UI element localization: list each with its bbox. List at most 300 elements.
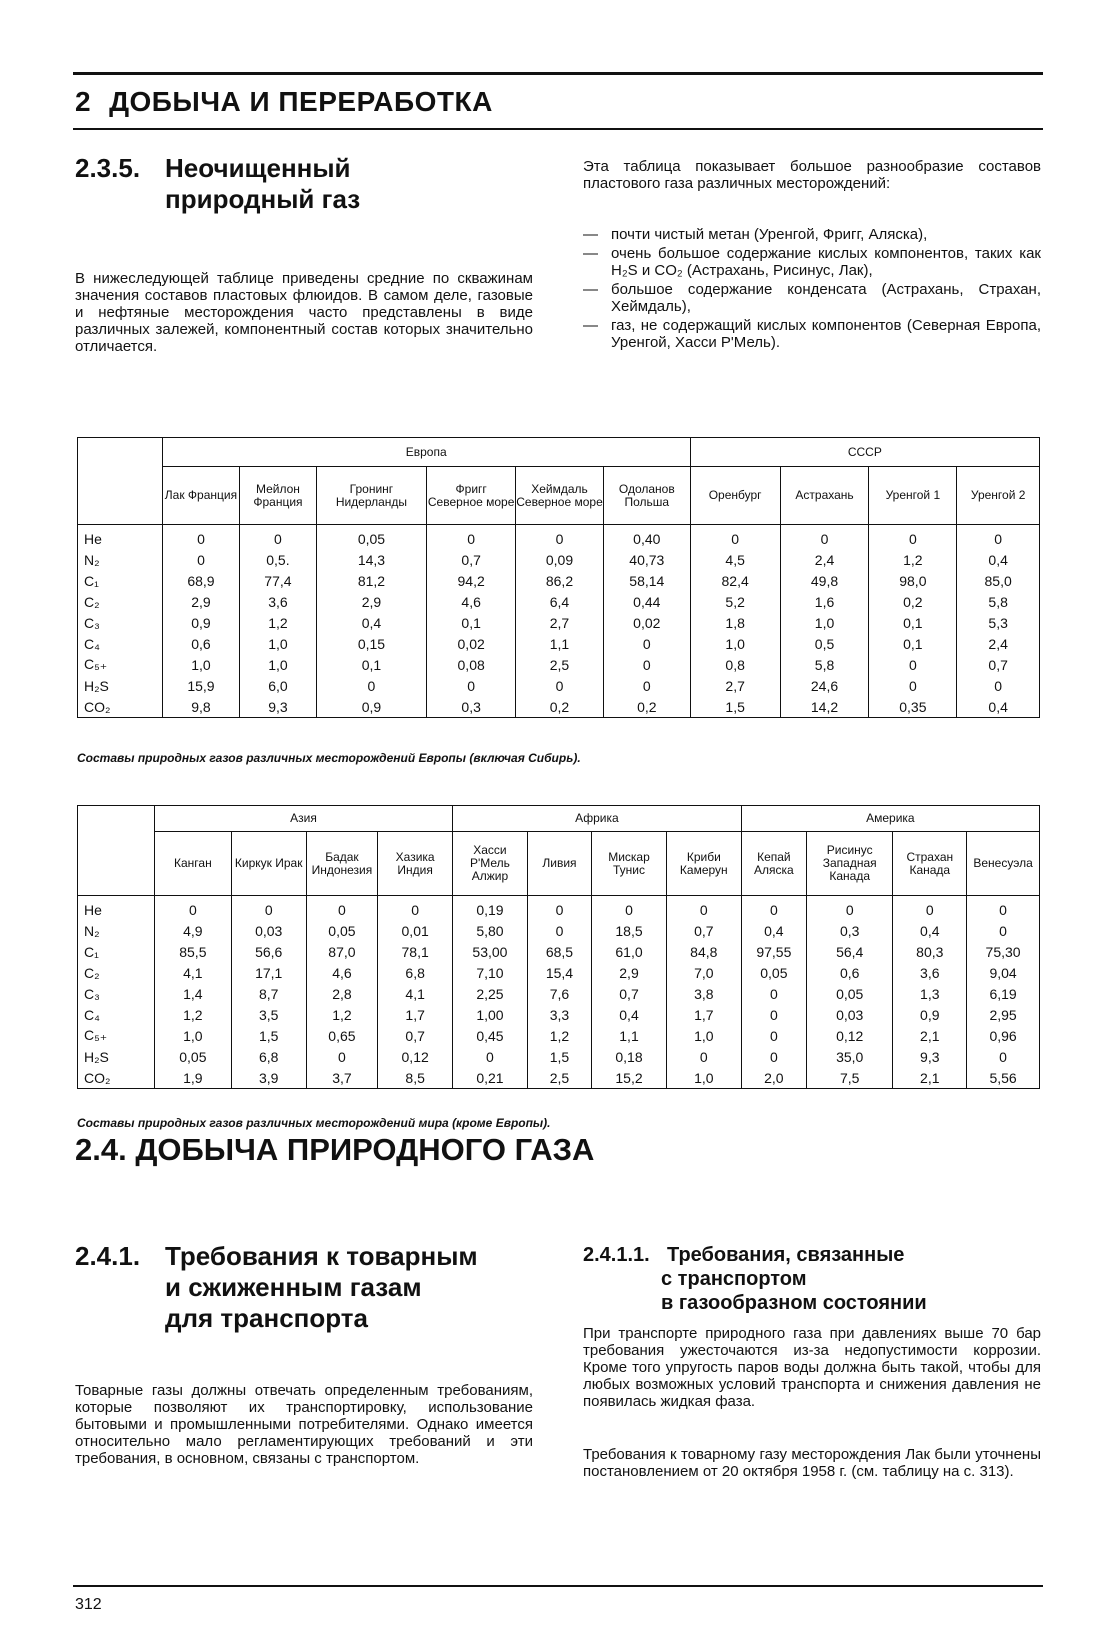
value-cell: 0,1 bbox=[316, 654, 427, 675]
column-header: Хасси Р'Мель Алжир bbox=[453, 832, 528, 896]
value-cell: 0,7 bbox=[592, 983, 667, 1004]
column-header: Уренгой 1 bbox=[869, 467, 957, 525]
value-cell: 0,65 bbox=[306, 1025, 378, 1046]
value-cell: 87,0 bbox=[306, 941, 378, 962]
value-cell: 2,8 bbox=[306, 983, 378, 1004]
section-2411-title-line3: в газообразном состоянии bbox=[661, 1292, 927, 1314]
value-cell: 0,7 bbox=[427, 549, 516, 570]
value-cell: 0,4 bbox=[741, 920, 806, 941]
value-cell: 0 bbox=[306, 896, 378, 921]
value-cell: 75,30 bbox=[967, 941, 1040, 962]
value-cell: 3,6 bbox=[893, 962, 967, 983]
component-cell: N₂ bbox=[78, 549, 163, 570]
value-cell: 0 bbox=[453, 1046, 528, 1067]
value-cell: 0 bbox=[603, 633, 690, 654]
value-cell: 0 bbox=[162, 549, 239, 570]
value-cell: 1,0 bbox=[240, 633, 316, 654]
group-header: СССР bbox=[690, 438, 1039, 467]
section-235-title-line1: Неочищенный bbox=[165, 153, 351, 183]
value-cell: 14,3 bbox=[316, 549, 427, 570]
value-cell: 49,8 bbox=[780, 570, 869, 591]
right-intro-text bbox=[583, 158, 1041, 192]
chapter-number: 2 bbox=[75, 86, 92, 117]
value-cell: 85,0 bbox=[957, 570, 1040, 591]
table-row bbox=[78, 941, 1040, 962]
section-2411-paragraph1-text: При транспорте природного газа при давлениях выше 70 бар требования ужесточаются из-за недопустимости коррозии. Кроме того упругость паров воды должна быть такой, чтобы для любых возможных условий транспорта и снижения давления не появилась жидкая фаза. bbox=[583, 1325, 1041, 1410]
value-cell: 7,5 bbox=[807, 1067, 893, 1089]
value-cell: 15,2 bbox=[592, 1067, 667, 1089]
value-cell: 0 bbox=[893, 896, 967, 921]
value-cell: 2,5 bbox=[527, 1067, 591, 1089]
value-cell: 4,6 bbox=[427, 591, 516, 612]
value-cell: 0,40 bbox=[603, 525, 690, 550]
value-cell: 1,2 bbox=[306, 1004, 378, 1025]
value-cell: 56,6 bbox=[231, 941, 306, 962]
value-cell: 4,1 bbox=[378, 983, 453, 1004]
value-cell: 24,6 bbox=[780, 675, 869, 696]
value-cell: 35,0 bbox=[807, 1046, 893, 1067]
value-cell: 84,8 bbox=[666, 941, 741, 962]
value-cell: 0,05 bbox=[154, 1046, 231, 1067]
value-cell: 0,4 bbox=[592, 1004, 667, 1025]
section-235-paragraph-text: В нижеследующей таблице приведены средние по скважинам значения составов пластовых флюидов. В самом деле, газовые и нефтяные месторождения часто представлены в виде различных залежей, компонентный состав которых значительно отличается. bbox=[75, 270, 533, 355]
section-24-heading: 2.4. ДОБЫЧА ПРИРОДНОГО ГАЗА bbox=[75, 1132, 595, 1167]
column-header: Рисинус Западная Канада bbox=[807, 832, 893, 896]
section-241-title-line3: для транспорта bbox=[165, 1303, 368, 1333]
value-cell: 3,5 bbox=[231, 1004, 306, 1025]
value-cell: 68,5 bbox=[527, 941, 591, 962]
page-number: 312 bbox=[75, 1596, 102, 1613]
value-cell: 0,1 bbox=[869, 612, 957, 633]
value-cell: 0 bbox=[869, 675, 957, 696]
value-cell: 5,56 bbox=[967, 1067, 1040, 1089]
column-header: Криби Камерун bbox=[666, 832, 741, 896]
value-cell: 0 bbox=[957, 525, 1040, 550]
value-cell: 5,8 bbox=[957, 591, 1040, 612]
component-cell: C₄ bbox=[78, 633, 163, 654]
value-cell: 86,2 bbox=[516, 570, 604, 591]
value-cell: 0 bbox=[967, 896, 1040, 921]
value-cell: 82,4 bbox=[690, 570, 780, 591]
value-cell: 5,3 bbox=[957, 612, 1040, 633]
group-header: Америка bbox=[741, 806, 1039, 832]
value-cell: 9,3 bbox=[240, 696, 316, 718]
component-cell: C₃ bbox=[78, 983, 155, 1004]
value-cell: 0,4 bbox=[957, 549, 1040, 570]
value-cell: 0 bbox=[741, 1004, 806, 1025]
value-cell: 1,0 bbox=[690, 633, 780, 654]
value-cell: 7,0 bbox=[666, 962, 741, 983]
value-cell: 6,19 bbox=[967, 983, 1040, 1004]
value-cell: 0 bbox=[378, 896, 453, 921]
value-cell: 0,19 bbox=[453, 896, 528, 921]
value-cell: 1,5 bbox=[527, 1046, 591, 1067]
value-cell: 1,2 bbox=[869, 549, 957, 570]
value-cell: 85,5 bbox=[154, 941, 231, 962]
value-cell: 0 bbox=[780, 525, 869, 550]
list-item: — большое содержание конденсата (Астрахань, Страхан, Хеймдаль), bbox=[583, 281, 1041, 315]
value-cell: 18,5 bbox=[592, 920, 667, 941]
table-corner bbox=[78, 806, 155, 896]
column-header: Фригг Северное море bbox=[427, 467, 516, 525]
component-cell: H₂S bbox=[78, 675, 163, 696]
table-row bbox=[78, 525, 1040, 550]
value-cell: 56,4 bbox=[807, 941, 893, 962]
component-cell: CO₂ bbox=[78, 696, 163, 718]
table-corner bbox=[78, 438, 163, 525]
table-row bbox=[78, 962, 1040, 983]
value-cell: 0 bbox=[666, 1046, 741, 1067]
table-row bbox=[78, 983, 1040, 1004]
value-cell: 1,7 bbox=[378, 1004, 453, 1025]
value-cell: 0,12 bbox=[378, 1046, 453, 1067]
value-cell: 0,03 bbox=[807, 1004, 893, 1025]
value-cell: 2,95 bbox=[967, 1004, 1040, 1025]
value-cell: 1,4 bbox=[154, 983, 231, 1004]
value-cell: 94,2 bbox=[427, 570, 516, 591]
value-cell: 14,2 bbox=[780, 696, 869, 718]
value-cell: 0,2 bbox=[603, 696, 690, 718]
value-cell: 8,5 bbox=[378, 1067, 453, 1089]
component-cell: C₁ bbox=[78, 570, 163, 591]
component-cell: H₂S bbox=[78, 1046, 155, 1067]
value-cell: 0 bbox=[869, 525, 957, 550]
section-2411-title-line1: Требования, связанные bbox=[667, 1244, 905, 1266]
value-cell: 5,8 bbox=[780, 654, 869, 675]
value-cell: 9,3 bbox=[893, 1046, 967, 1067]
value-cell: 4,9 bbox=[154, 920, 231, 941]
value-cell: 7,10 bbox=[453, 962, 528, 983]
value-cell: 5,80 bbox=[453, 920, 528, 941]
value-cell: 1,7 bbox=[666, 1004, 741, 1025]
value-cell: 0,21 bbox=[453, 1067, 528, 1089]
column-header: Лак Франция bbox=[162, 467, 239, 525]
value-cell: 1,6 bbox=[780, 591, 869, 612]
table-row bbox=[78, 1046, 1040, 1067]
component-cell: C₃ bbox=[78, 612, 163, 633]
world-gas-table bbox=[77, 805, 1040, 1089]
column-header: Гронинг Нидерланды bbox=[316, 467, 427, 525]
component-cell: CO₂ bbox=[78, 1067, 155, 1089]
section-235-number: 2.3.5. bbox=[75, 153, 141, 183]
value-cell: 0 bbox=[741, 1025, 806, 1046]
component-cell: C₅₊ bbox=[78, 1025, 155, 1046]
value-cell: 15,9 bbox=[162, 675, 239, 696]
component-cell: C₅₊ bbox=[78, 654, 163, 675]
value-cell: 78,1 bbox=[378, 941, 453, 962]
value-cell: 0,96 bbox=[967, 1025, 1040, 1046]
column-header: Оренбург bbox=[690, 467, 780, 525]
value-cell: 1,0 bbox=[162, 654, 239, 675]
table-row bbox=[78, 612, 1040, 633]
value-cell: 3,9 bbox=[231, 1067, 306, 1089]
value-cell: 17,1 bbox=[231, 962, 306, 983]
value-cell: 0 bbox=[240, 525, 316, 550]
component-cell: He bbox=[78, 525, 163, 550]
table-row bbox=[78, 633, 1040, 654]
value-cell: 2,9 bbox=[316, 591, 427, 612]
value-cell: 1,5 bbox=[231, 1025, 306, 1046]
value-cell: 0,02 bbox=[603, 612, 690, 633]
table2-caption: Составы природных газов различных месторождений мира (кроме Европы). bbox=[77, 1116, 551, 1130]
value-cell: 9,8 bbox=[162, 696, 239, 718]
value-cell: 1,2 bbox=[240, 612, 316, 633]
value-cell: 0,2 bbox=[516, 696, 604, 718]
group-header: Азия bbox=[154, 806, 452, 832]
value-cell: 0 bbox=[316, 675, 427, 696]
value-cell: 0,44 bbox=[603, 591, 690, 612]
value-cell: 0 bbox=[154, 896, 231, 921]
value-cell: 0,5 bbox=[780, 633, 869, 654]
value-cell: 0 bbox=[427, 675, 516, 696]
footer-rule bbox=[73, 1585, 1043, 1587]
value-cell: 0,9 bbox=[162, 612, 239, 633]
table-row bbox=[78, 654, 1040, 675]
value-cell: 2,9 bbox=[162, 591, 239, 612]
value-cell: 0,3 bbox=[807, 920, 893, 941]
value-cell: 0 bbox=[592, 896, 667, 921]
value-cell: 0,4 bbox=[893, 920, 967, 941]
value-cell: 2,4 bbox=[780, 549, 869, 570]
value-cell: 0,35 bbox=[869, 696, 957, 718]
value-cell: 0,8 bbox=[690, 654, 780, 675]
value-cell: 2,7 bbox=[516, 612, 604, 633]
value-cell: 53,00 bbox=[453, 941, 528, 962]
value-cell: 0 bbox=[741, 896, 806, 921]
table-row bbox=[78, 570, 1040, 591]
value-cell: 0 bbox=[516, 675, 604, 696]
value-cell: 6,0 bbox=[240, 675, 316, 696]
value-cell: 4,5 bbox=[690, 549, 780, 570]
value-cell: 2,7 bbox=[690, 675, 780, 696]
value-cell: 1,2 bbox=[527, 1025, 591, 1046]
value-cell: 8,7 bbox=[231, 983, 306, 1004]
section-2411-number: 2.4.1.1. bbox=[583, 1244, 650, 1266]
value-cell: 0,4 bbox=[316, 612, 427, 633]
section-235-heading bbox=[75, 153, 360, 215]
value-cell: 3,3 bbox=[527, 1004, 591, 1025]
value-cell: 40,73 bbox=[603, 549, 690, 570]
section-2411-title-line2: с транспортом bbox=[661, 1268, 807, 1290]
value-cell: 0,1 bbox=[427, 612, 516, 633]
value-cell: 1,2 bbox=[154, 1004, 231, 1025]
value-cell: 3,7 bbox=[306, 1067, 378, 1089]
value-cell: 0,05 bbox=[306, 920, 378, 941]
value-cell: 1,8 bbox=[690, 612, 780, 633]
value-cell: 0 bbox=[666, 896, 741, 921]
value-cell: 0,9 bbox=[893, 1004, 967, 1025]
value-cell: 2,4 bbox=[957, 633, 1040, 654]
value-cell: 0,6 bbox=[162, 633, 239, 654]
value-cell: 3,6 bbox=[240, 591, 316, 612]
value-cell: 0 bbox=[807, 896, 893, 921]
value-cell: 0,03 bbox=[231, 920, 306, 941]
value-cell: 0 bbox=[690, 525, 780, 550]
section-235-title-line2: природный газ bbox=[165, 184, 361, 214]
value-cell: 0,45 bbox=[453, 1025, 528, 1046]
value-cell: 0,9 bbox=[316, 696, 427, 718]
table-row bbox=[78, 1025, 1040, 1046]
value-cell: 98,0 bbox=[869, 570, 957, 591]
group-header: Европа bbox=[162, 438, 690, 467]
value-cell: 6,8 bbox=[231, 1046, 306, 1067]
value-cell: 0 bbox=[603, 654, 690, 675]
value-cell: 97,55 bbox=[741, 941, 806, 962]
value-cell: 3,8 bbox=[666, 983, 741, 1004]
table-row bbox=[78, 675, 1040, 696]
value-cell: 1,9 bbox=[154, 1067, 231, 1089]
table1-caption: Составы природных газов различных месторождений Европы (включая Сибирь). bbox=[77, 751, 581, 765]
column-header: Мискар Тунис bbox=[592, 832, 667, 896]
section-241-title-line2: и сжиженным газам bbox=[165, 1272, 422, 1302]
value-cell: 1,0 bbox=[154, 1025, 231, 1046]
column-header: Хазика Индия bbox=[378, 832, 453, 896]
table-row bbox=[78, 549, 1040, 570]
value-cell: 0 bbox=[306, 1046, 378, 1067]
column-header: Уренгой 2 bbox=[957, 467, 1040, 525]
right-intro-paragraph: Эта таблица показывает большое разнообразие составов пластового газа различных месторождений: bbox=[583, 158, 1041, 192]
value-cell: 0,15 bbox=[316, 633, 427, 654]
column-header: Мейлон Франция bbox=[240, 467, 316, 525]
value-cell: 5,2 bbox=[690, 591, 780, 612]
value-cell: 0 bbox=[231, 896, 306, 921]
component-cell: C₂ bbox=[78, 591, 163, 612]
value-cell: 0 bbox=[162, 525, 239, 550]
table-row bbox=[78, 591, 1040, 612]
column-header: Ливия bbox=[527, 832, 591, 896]
value-cell: 77,4 bbox=[240, 570, 316, 591]
section-2411-paragraph2-text: Требования к товарному газу месторождения Лак были уточнены постановлением от 20 октября 1958 г. (см. таблицу на с. 313). bbox=[583, 1446, 1041, 1480]
table-row bbox=[78, 1067, 1040, 1089]
section-241-paragraph bbox=[75, 1382, 533, 1467]
value-cell: 1,0 bbox=[780, 612, 869, 633]
value-cell: 58,14 bbox=[603, 570, 690, 591]
value-cell: 2,25 bbox=[453, 983, 528, 1004]
table-row bbox=[78, 1004, 1040, 1025]
value-cell: 1,3 bbox=[893, 983, 967, 1004]
section-241-heading bbox=[75, 1241, 478, 1334]
column-header: Киркук Ирак bbox=[231, 832, 306, 896]
value-cell: 1,1 bbox=[592, 1025, 667, 1046]
value-cell: 6,4 bbox=[516, 591, 604, 612]
value-cell: 0,7 bbox=[666, 920, 741, 941]
column-header: Одоланов Польша bbox=[603, 467, 690, 525]
section-2411-heading bbox=[583, 1243, 927, 1315]
top-rule bbox=[73, 72, 1043, 75]
value-cell: 0 bbox=[427, 525, 516, 550]
value-cell: 0,08 bbox=[427, 654, 516, 675]
value-cell: 0 bbox=[527, 896, 591, 921]
component-cell: C₄ bbox=[78, 1004, 155, 1025]
value-cell: 0 bbox=[741, 1046, 806, 1067]
value-cell: 0,05 bbox=[807, 983, 893, 1004]
value-cell: 4,6 bbox=[306, 962, 378, 983]
chapter-title: ДОБЫЧА И ПЕРЕРАБОТКА bbox=[109, 86, 493, 117]
value-cell: 2,1 bbox=[893, 1025, 967, 1046]
value-cell: 0 bbox=[869, 654, 957, 675]
component-cell: N₂ bbox=[78, 920, 155, 941]
europe-gas-table bbox=[77, 437, 1040, 718]
list-item: — очень большое содержание кислых компонентов, таких как H₂S и CO₂ (Астрахань, Рисинус, Лак), bbox=[583, 245, 1041, 279]
column-header: Кепай Аляска bbox=[741, 832, 806, 896]
value-cell: 1,1 bbox=[516, 633, 604, 654]
value-cell: 0,7 bbox=[957, 654, 1040, 675]
value-cell: 0,12 bbox=[807, 1025, 893, 1046]
value-cell: 9,04 bbox=[967, 962, 1040, 983]
value-cell: 2,1 bbox=[893, 1067, 967, 1089]
section-241-paragraph-text: Товарные газы должны отвечать определенным требованиям, которые позволяют их транспортировку, использование бытовыми и промышленными потребителями. Однако имеется относительно мало регламентирующих требований и эти требования, в основном, связаны с транспортом. bbox=[75, 1382, 533, 1467]
section-241-number: 2.4.1. bbox=[75, 1241, 141, 1271]
table-row bbox=[78, 896, 1040, 921]
value-cell: 15,4 bbox=[527, 962, 591, 983]
value-cell: 0,3 bbox=[427, 696, 516, 718]
list-item: — газ, не содержащий кислых компонентов (Северная Европа, Уренгой, Хасси Р'Мель). bbox=[583, 317, 1041, 351]
group-header: Африка bbox=[453, 806, 742, 832]
value-cell: 0,05 bbox=[741, 962, 806, 983]
value-cell: 1,0 bbox=[666, 1067, 741, 1089]
value-cell: 0,2 bbox=[869, 591, 957, 612]
list-item: — почти чистый метан (Уренгой, Фригг, Аляска), bbox=[583, 226, 1041, 243]
value-cell: 0,6 bbox=[807, 962, 893, 983]
value-cell: 0,5. bbox=[240, 549, 316, 570]
value-cell: 2,9 bbox=[592, 962, 667, 983]
value-cell: 0,7 bbox=[378, 1025, 453, 1046]
value-cell: 0 bbox=[967, 920, 1040, 941]
value-cell: 0,02 bbox=[427, 633, 516, 654]
table-row bbox=[78, 696, 1040, 718]
column-header: Хеймдаль Северное море bbox=[516, 467, 604, 525]
value-cell: 0,4 bbox=[957, 696, 1040, 718]
value-cell: 1,0 bbox=[666, 1025, 741, 1046]
table-row bbox=[78, 920, 1040, 941]
chapter-rule bbox=[73, 128, 1043, 130]
section-2411-paragraph1 bbox=[583, 1325, 1041, 1410]
value-cell: 61,0 bbox=[592, 941, 667, 962]
value-cell: 2,5 bbox=[516, 654, 604, 675]
value-cell: 0 bbox=[957, 675, 1040, 696]
section-235-paragraph bbox=[75, 270, 533, 355]
value-cell: 1,00 bbox=[453, 1004, 528, 1025]
value-cell: 0,09 bbox=[516, 549, 604, 570]
value-cell: 0,01 bbox=[378, 920, 453, 941]
value-cell: 80,3 bbox=[893, 941, 967, 962]
column-header: Венесуэла bbox=[967, 832, 1040, 896]
value-cell: 0,18 bbox=[592, 1046, 667, 1067]
section-2411-paragraph2 bbox=[583, 1446, 1041, 1480]
value-cell: 7,6 bbox=[527, 983, 591, 1004]
value-cell: 4,1 bbox=[154, 962, 231, 983]
column-header: Канган bbox=[154, 832, 231, 896]
value-cell: 1,0 bbox=[240, 654, 316, 675]
column-header: Астрахань bbox=[780, 467, 869, 525]
value-cell: 6,8 bbox=[378, 962, 453, 983]
value-cell: 81,2 bbox=[316, 570, 427, 591]
component-cell: He bbox=[78, 896, 155, 921]
value-cell: 0,05 bbox=[316, 525, 427, 550]
column-header: Бадак Индонезия bbox=[306, 832, 378, 896]
value-cell: 0,1 bbox=[869, 633, 957, 654]
component-cell: C₁ bbox=[78, 941, 155, 962]
value-cell: 0 bbox=[516, 525, 604, 550]
value-cell: 0 bbox=[741, 983, 806, 1004]
value-cell: 68,9 bbox=[162, 570, 239, 591]
component-cell: C₂ bbox=[78, 962, 155, 983]
value-cell: 0 bbox=[527, 920, 591, 941]
section-241-title-line1: Требования к товарным bbox=[165, 1241, 478, 1271]
value-cell: 1,5 bbox=[690, 696, 780, 718]
column-header: Страхан Канада bbox=[893, 832, 967, 896]
value-cell: 2,0 bbox=[741, 1067, 806, 1089]
